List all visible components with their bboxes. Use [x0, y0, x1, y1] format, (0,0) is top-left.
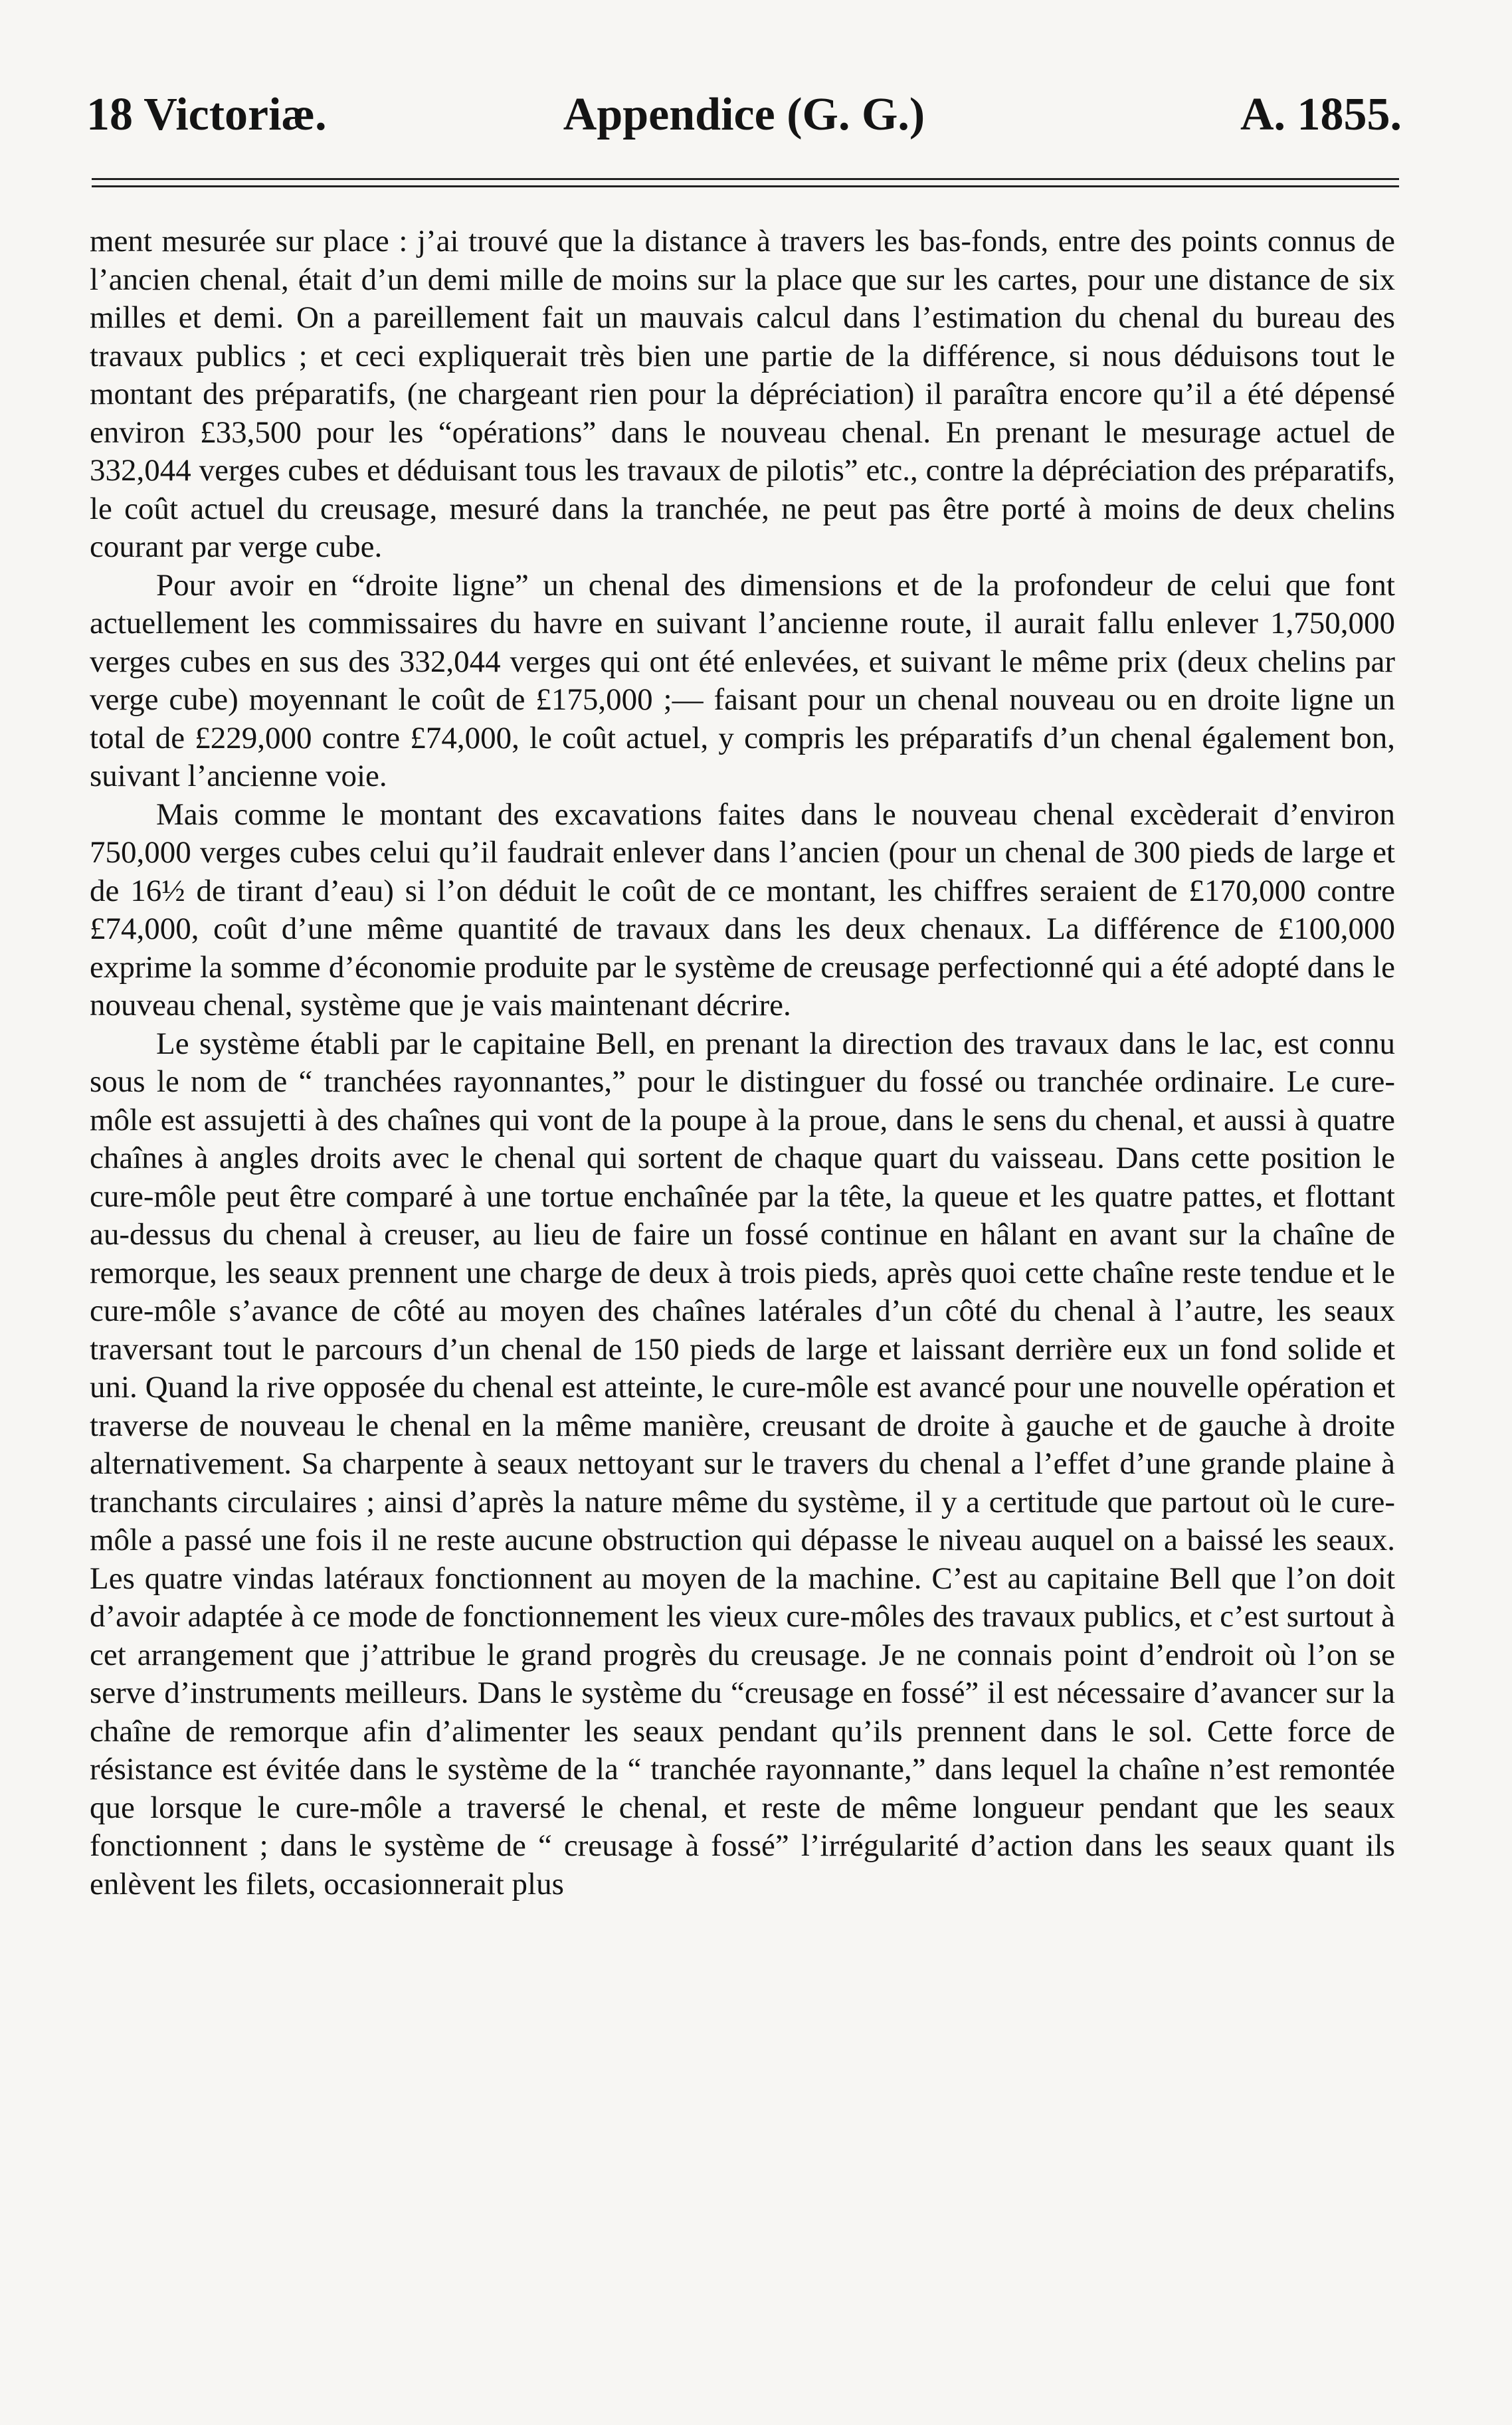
paragraph-1: ment mesurée sur place : j’ai trouvé que la distance à travers les bas-fonds, entre des points connus de l’ancien chenal, était d’un demi mille de moins sur la place que sur les cartes, pour une distance de six milles et demi. On a pareillement fait un mauvais calcul dans l’estimation du chenal du bureau des travaux publics ; et ceci expliquerait très bien une partie de la différence, si nous déduisons tout le montant des préparatifs, (ne chargeant rien pour la dépréciation) il paraîtra encore qu’il a été dépensé environ £33,500 pour les “opérations” dans le nouveau chenal. En prenant le mesurage actuel de 332,044 verges cubes et déduisant tous les travaux de pilotis” etc., contre la dépréciation des préparatifs, le coût actuel du creusage, mesuré dans la tranchée, ne peut pas être porté à moins de deux chelins courant par verge cube.	[90, 224, 1395, 564]
paragraph-4: Le système établi par le capitaine Bell, en prenant la direction des travaux dans le lac, est connu sous le nom de “ tranchées rayonnantes,” pour le distinguer du fossé ou tranchée ordinaire. Le cure-môle est assujetti à des chaînes qui vont de la poupe à la proue, dans le sens du chenal, et aussi à quatre chaînes à angles droits avec le chenal qui sortent de chaque quart du vaisseau. Dans cette position le cure-môle peut être comparé à une tortue enchaînée par la tête, la queue et les quatre pattes, et flottant au-dessus du chenal à creuser, au lieu de faire un fossé continue en hâlant en avant sur la chaîne de remorque, les seaux prennent une charge de deux à trois pieds, après quoi cette chaîne reste tendue et le cure-môle s’avance de côté au moyen des chaînes latérales d’un côté du chenal à l’autre, les seaux traversant tout le parcours d’un chenal de 150 pieds de large et laissant derrière eux un fond solide et uni. Quand la rive opposée du chenal est atteinte, le cure-môle est avancé pour une nouvelle opération et traverse de nouveau le chenal en la même manière, creusant de droite à gauche et de gauche à droite alternativement. Sa charpente à seaux nettoyant sur le travers du chenal a l’effet d’une grande plaine à tranchants circulaires ; ainsi d’après la nature même du système, il y a certitude que partout où le cure-môle a passé une fois il ne reste aucune obstruction qui dépasse le niveau auquel on a baissé les seaux. Les quatre vindas latéraux fonctionnent au moyen de la machine. C’est au capitaine Bell que l’on doit d’avoir adaptée à ce mode de fonctionnement les vieux cure-môles des travaux publics, et c’est surtout à cet arrangement que j’attribue le grand progrès du creusage. Je ne connais point d’endroit où l’on se serve d’instruments meilleurs. Dans le système du “creusage en fossé” il est nécessaire d’avancer sur la chaîne de remorque afin d’alimenter les seaux pendant qu’ils prennent dans le sol. Cette force de résistance est évitée dans le système de la “ tranchée rayonnante,” dans lequel la chaîne n’est remontée que lorsque le cure-môle a traversé le chenal, et reste de même longueur pendant que les seaux fonctionnent ; dans le système de “ creusage à fossé” l’irrégularité d’action dans les seaux quant ils enlèvent les filets, occasionnerait plus	[90, 1026, 1395, 1901]
header-year: A. 1855.	[1240, 89, 1402, 140]
header-session: 18 Victoriæ.	[86, 89, 327, 140]
header-appendix: Appendice (G. G.)	[563, 89, 925, 140]
paragraph-2: Pour avoir en “droite ligne” un chenal des dimensions et de la profondeur de celui que font actuellement les commissaires du havre en suivant l’ancienne route, il aurait fallu enlever 1,750,000 verges cubes en sus des 332,044 verges qui ont été enlevées, et suivant le même prix (deux chelins par verge cube) moyennant le coût de £175,000 ;— faisant pour un chenal nouveau ou en droite ligne un total de £229,000 contre £74,000, le coût actuel, y compris les préparatifs d’un chenal également bon, suivant l’ancienne voie.	[90, 567, 1395, 793]
body-text	[90, 223, 1395, 1903]
paragraph-3: Mais comme le montant des excavations faites dans le nouveau chenal excèderait d’environ 750,000 verges cubes celui qu’il faudrait enlever dans l’ancien (pour un chenal de 300 pieds de large et de 16½ de tirant d’eau) si l’on déduit le coût de ce montant, les chiffres seraient de £170,000 contre £74,000, coût d’une même quantité de travaux dans les deux chenaux. La différence de £100,000 exprime la somme d’économie produite par le système de creusage perfectionné qui a été adopté dans le nouveau chenal, système que je vais maintenant décrire.	[90, 797, 1395, 1022]
running-header	[86, 85, 1402, 158]
header-double-rule	[92, 178, 1399, 187]
